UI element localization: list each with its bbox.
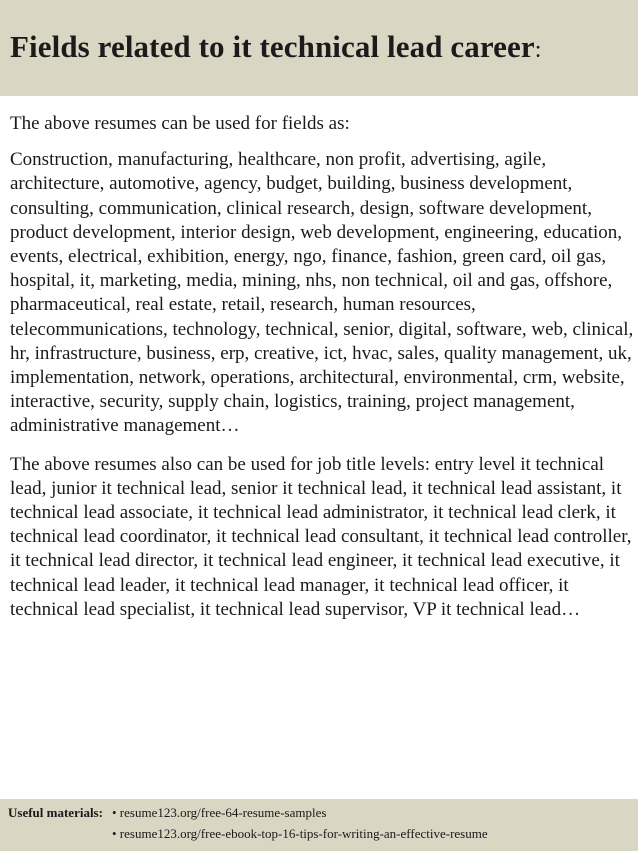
page-title-text: Fields related to it technical lead career — [10, 29, 535, 64]
useful-materials-footer — [0, 799, 638, 851]
resource-link-ebook[interactable]: • resume123.org/free-ebook-top-16-tips-for-writing-an-effective-resume — [112, 826, 488, 841]
footer-row — [0, 823, 638, 844]
footer-row — [0, 802, 638, 823]
body-text — [10, 112, 634, 622]
page-title-colon: : — [534, 37, 542, 63]
job-levels-paragraph: The above resumes also can be used for job title levels: entry level it technical lead, junior it technical lead, senior it technical lead, it technical lead assistant, it technical lead associate, it technical lead administrator, it technical lead clerk, it technical lead coordinator, it technical lead consultant, it technical lead controller, it technical lead director, it technical lead engineer, it technical lead executive, it technical lead leader, it technical lead manager, it technical lead officer, it technical lead specialist, it technical lead supervisor, VP it technical lead… — [10, 453, 632, 620]
intro-paragraph: The above resumes can be used for fields as: — [10, 113, 350, 134]
useful-materials-label: Useful materials: — [8, 805, 103, 820]
title-band — [0, 0, 638, 96]
page-title — [10, 29, 638, 65]
fields-paragraph: Construction, manufacturing, healthcare, non profit, advertising, agile, architecture, automotive, agency, budget, building, business development, consulting, communication, clinical research, design, software development, product development, interior design, web development, engineering, education, events, electrical, exhibition, energy, ngo, finance, fashion, green card, oil gas, hospital, it, marketing, media, mining, nhs, non technical, oil and gas, offshore, pharmaceutical, real estate, retail, research, human resources, telecommunications, technology, technical, senior, digital, software, web, clinical, hr, infrastructure, business, erp, creative, ict, hvac, sales, quality management, uk, implementation, network, operations, architectural, environmental, crm, website, interactive, security, supply chain, logistics, training, project management, administrative management… — [10, 149, 634, 437]
resource-link-samples[interactable]: • resume123.org/free-64-resume-samples — [112, 805, 327, 820]
